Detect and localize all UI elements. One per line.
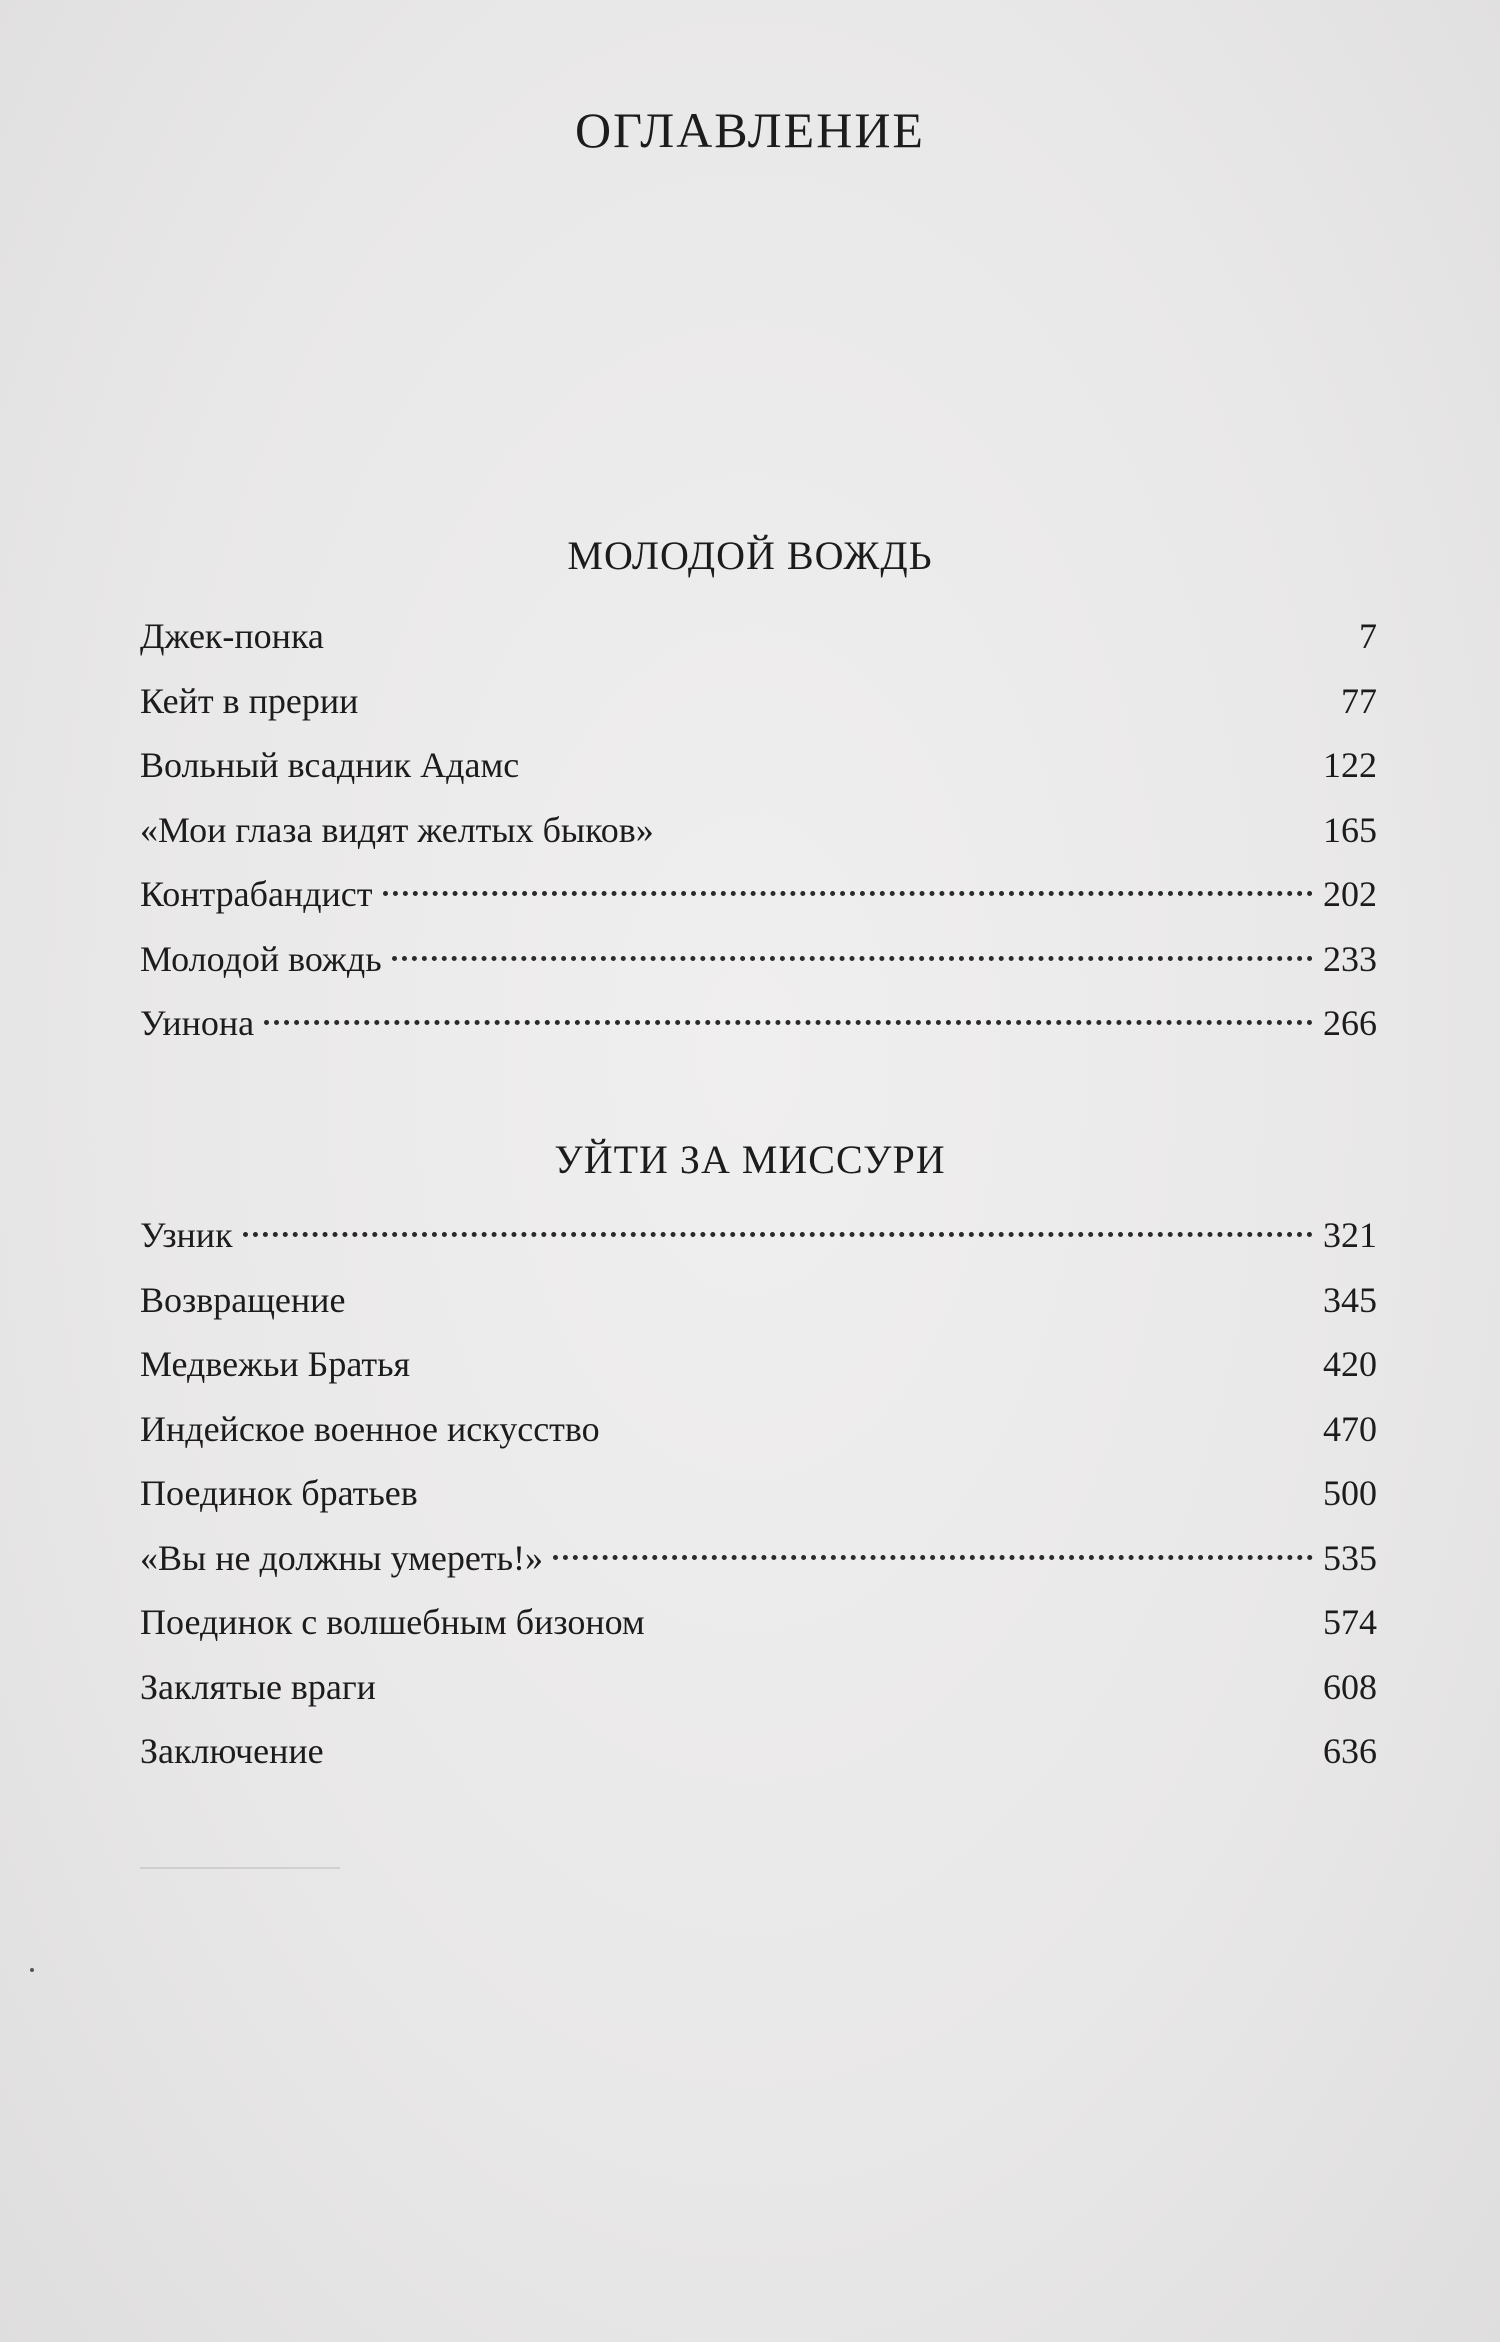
entry-page-number: 608 xyxy=(1323,1666,1377,1707)
entry-title: Джек-понка xyxy=(140,616,324,656)
entry-title: Вольный всадник Адамс xyxy=(140,745,520,785)
entry-title: Уинона xyxy=(140,1003,255,1043)
entry-title: Медвежьи Братья xyxy=(140,1344,411,1384)
toc-entry[interactable] xyxy=(140,1268,1377,1333)
entry-title: Возвращение xyxy=(140,1279,346,1320)
toc-entry[interactable] xyxy=(140,669,1377,734)
toc-entry[interactable] xyxy=(140,1397,1377,1462)
entry-title: Поединок с волшебным бизоном xyxy=(140,1602,645,1642)
entry-title: Поединок братьев xyxy=(140,1473,418,1513)
paper-speck xyxy=(30,1968,34,1972)
section-title-beyond-missouri: УЙТИ ЗА МИССУРИ xyxy=(554,1137,946,1182)
toc-title: ОГЛАВЛЕНИЕ xyxy=(575,102,925,158)
entry-title: Контрабандист xyxy=(140,874,373,914)
entry-title: «Мои глаза видят желтых быков» xyxy=(140,809,654,850)
entry-title: «Вы не должны умереть!» xyxy=(140,1537,543,1578)
entry-page-number: 470 xyxy=(1323,1408,1377,1449)
entry-page-number: 574 xyxy=(1323,1602,1377,1642)
entry-page-number: 321 xyxy=(1323,1215,1377,1255)
toc-entry[interactable] xyxy=(140,991,1377,1056)
entry-page-number: 266 xyxy=(1323,1003,1377,1043)
entry-title: Кейт в прерии xyxy=(140,680,359,721)
entry-page-number: 202 xyxy=(1323,874,1377,914)
toc-entry[interactable] xyxy=(140,862,1377,927)
toc-entry[interactable] xyxy=(140,1655,1377,1720)
dot-leader xyxy=(392,956,1313,961)
entry-page-number: 122 xyxy=(1323,745,1377,785)
dot-leader xyxy=(420,1361,1313,1366)
entry-page-number: 636 xyxy=(1323,1731,1377,1771)
entry-page-number: 7 xyxy=(1359,616,1377,656)
toc-entry[interactable] xyxy=(140,604,1377,669)
entry-page-number: 77 xyxy=(1341,680,1377,721)
toc-entry[interactable] xyxy=(140,927,1377,992)
dot-leader xyxy=(529,762,1313,767)
entry-page-number: 345 xyxy=(1323,1279,1377,1320)
dot-leader xyxy=(334,1748,1313,1753)
toc-entry[interactable] xyxy=(140,733,1377,798)
entry-page-number: 500 xyxy=(1323,1473,1377,1513)
toc-entry[interactable] xyxy=(140,1719,1377,1784)
dot-leader xyxy=(610,1426,1313,1431)
toc-entry[interactable] xyxy=(140,1332,1377,1397)
dot-leader xyxy=(368,698,1331,703)
entry-page-number: 165 xyxy=(1323,809,1377,850)
toc-entry[interactable] xyxy=(140,798,1377,863)
dot-leader xyxy=(386,1684,1313,1689)
dot-leader xyxy=(334,633,1349,638)
toc-entry[interactable] xyxy=(140,1590,1377,1655)
dot-leader xyxy=(664,827,1313,832)
toc-entry[interactable] xyxy=(140,1526,1377,1591)
entry-page-number: 233 xyxy=(1323,938,1377,979)
section-title-young-chief: МОЛОДОЙ ВОЖДЬ xyxy=(567,533,933,578)
entry-title: Заключение xyxy=(140,1731,324,1771)
entry-title: Узник xyxy=(140,1215,233,1255)
section-entries-young-chief xyxy=(140,604,1377,1056)
footnote-rule xyxy=(140,1867,340,1869)
dot-leader xyxy=(264,1020,1313,1025)
toc-entry[interactable] xyxy=(140,1203,1377,1268)
entry-title: Молодой вождь xyxy=(140,938,382,979)
dot-leader xyxy=(428,1490,1313,1495)
dot-leader xyxy=(355,1297,1313,1302)
dot-leader xyxy=(553,1555,1313,1560)
dot-leader xyxy=(243,1232,1313,1237)
section-entries-beyond-missouri xyxy=(140,1203,1377,1784)
dot-leader xyxy=(655,1619,1313,1624)
dot-leader xyxy=(383,891,1314,896)
entry-page-number: 535 xyxy=(1323,1537,1377,1578)
entry-page-number: 420 xyxy=(1323,1344,1377,1384)
toc-entry[interactable] xyxy=(140,1461,1377,1526)
entry-title: Заклятые враги xyxy=(140,1666,376,1707)
entry-title: Индейское военное искусство xyxy=(140,1408,600,1449)
